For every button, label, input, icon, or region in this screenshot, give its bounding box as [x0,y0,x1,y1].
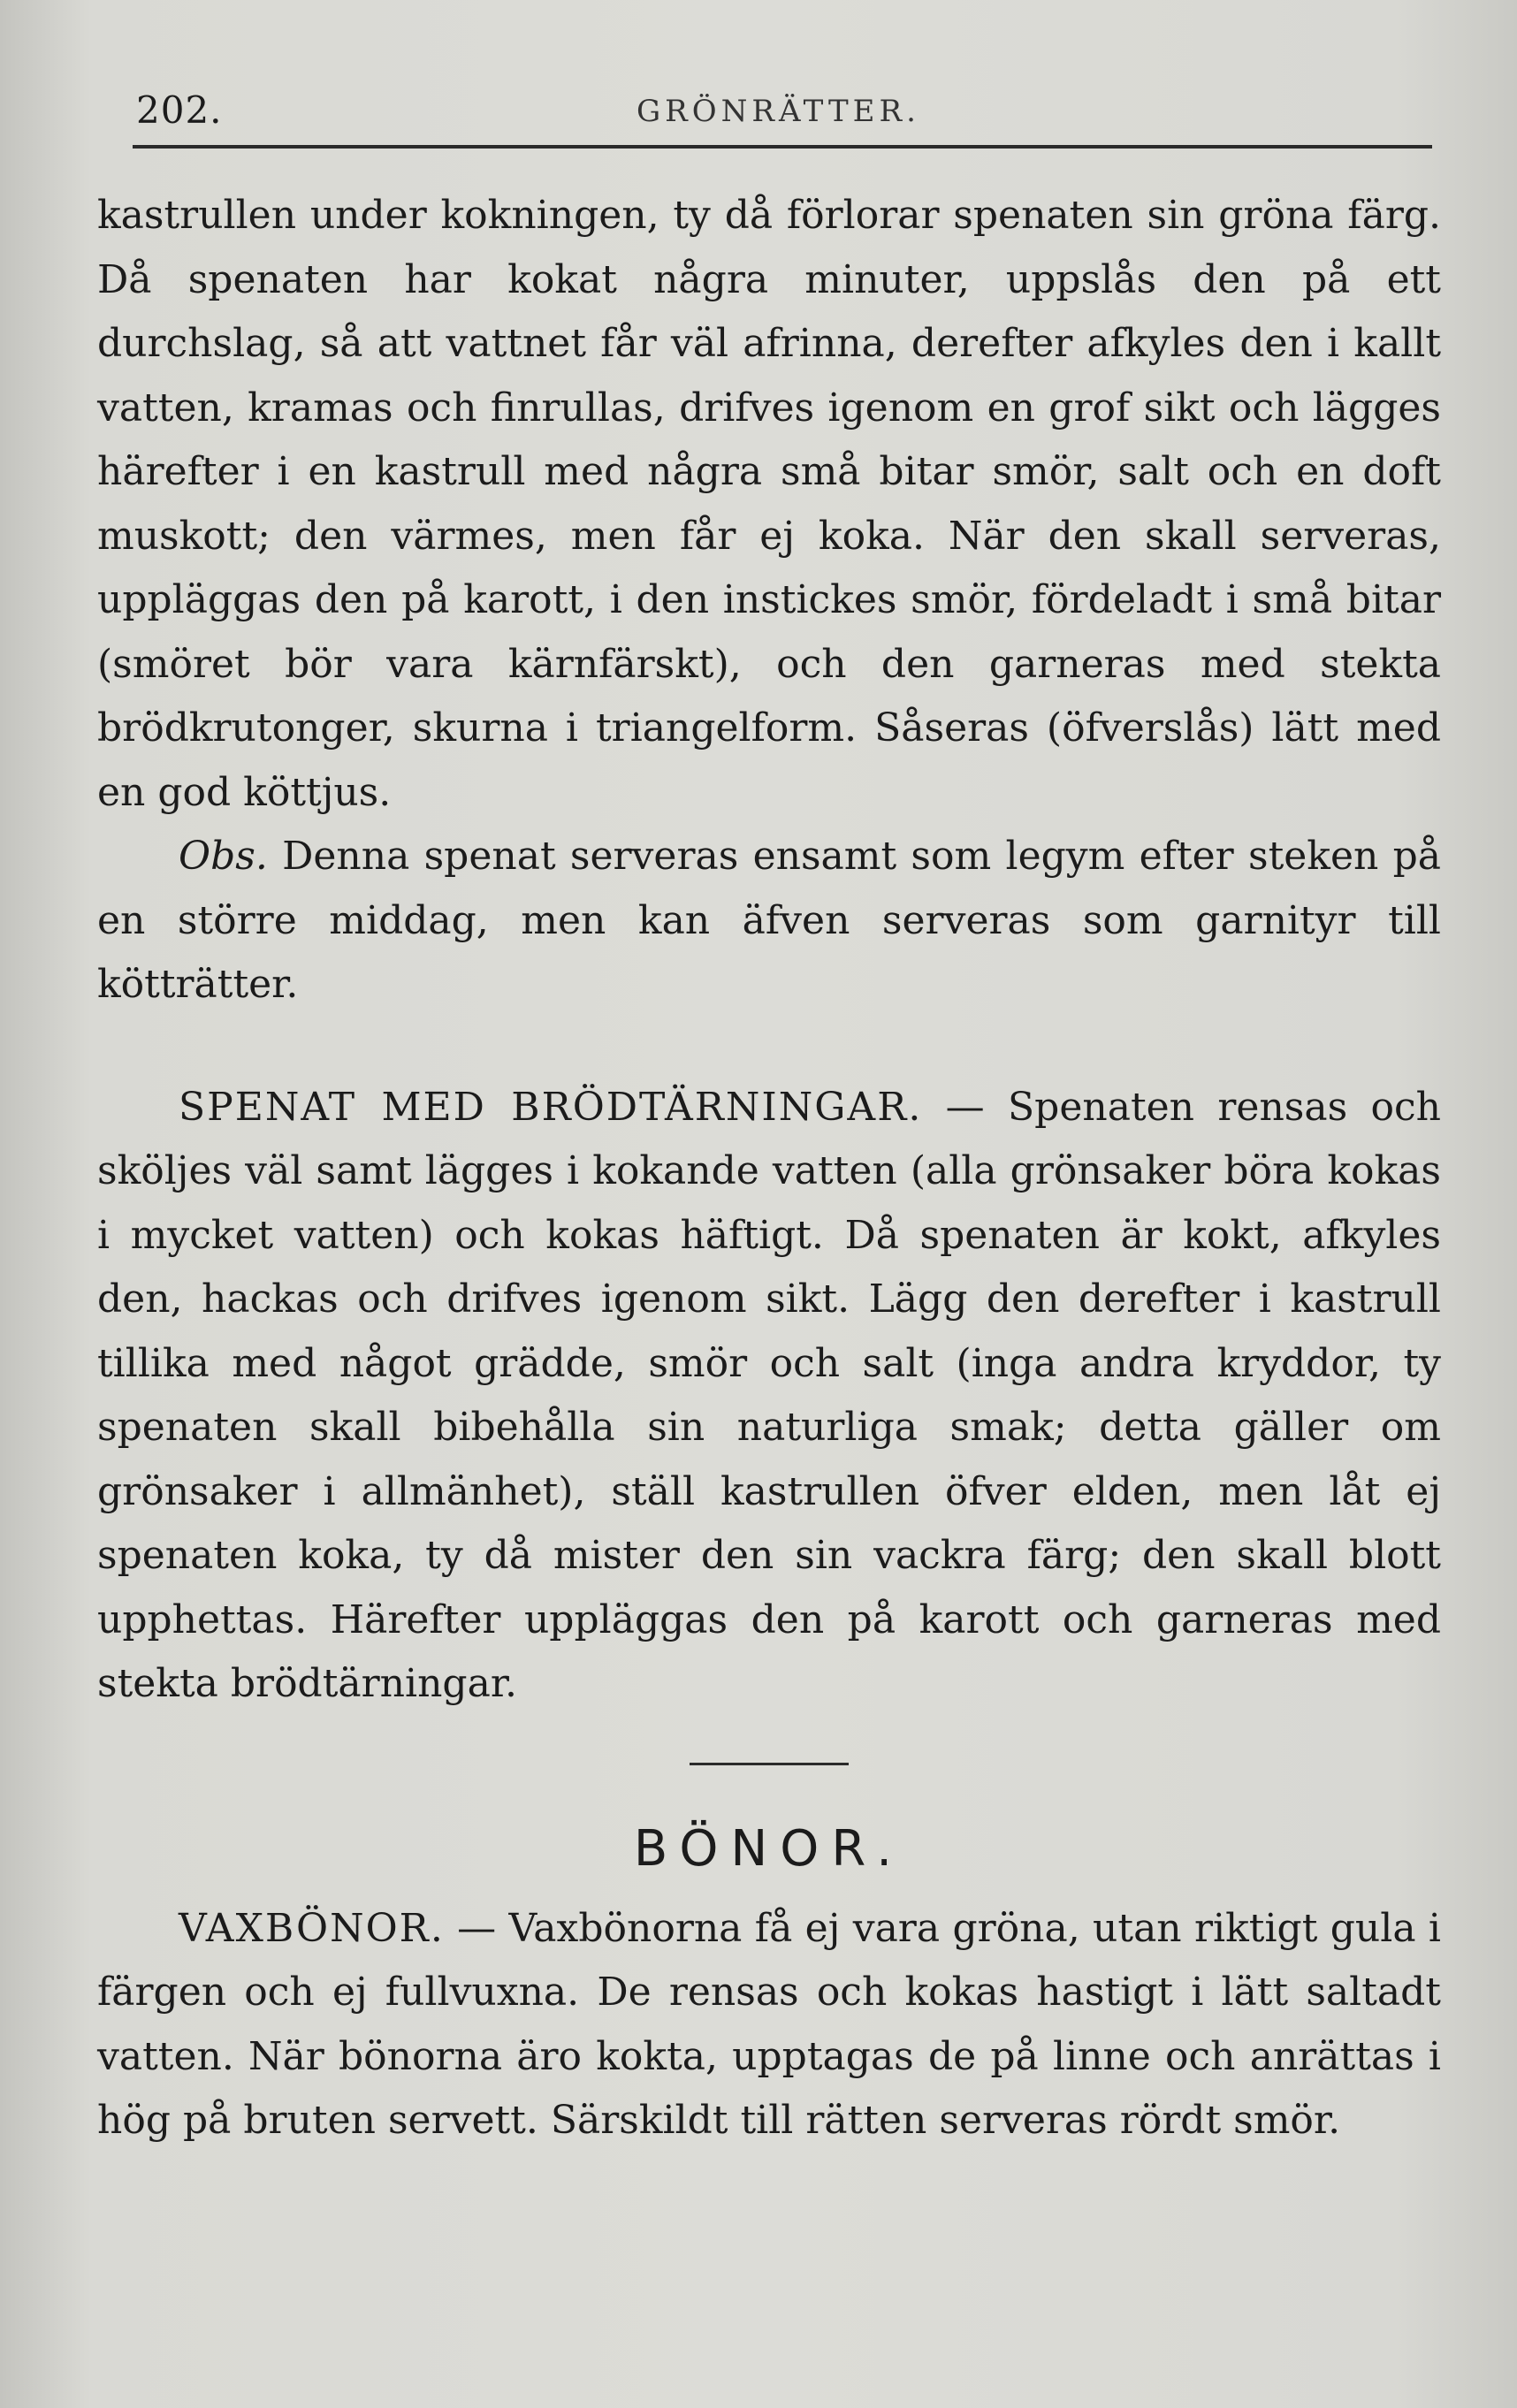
paragraph-vaxbonor [97,1897,1441,2153]
recipe-text-vaxbonor: — Vaxbönorna få ej vara gröna, utan riktigt gula i färgen och ej fullvuxna. De rensas och kokas hastigt i lätt saltadt vatten. När bönorna äro kokta, upptagas de på linne och anrättas i hög på bruten servett. Särskildt till rätten serveras rördt smör. [97,1905,1441,2143]
section-title: BÖNOR. [633,1819,905,1878]
paragraph-spenat-continued: kastrullen under kokningen, ty då förlorar spenaten sin gröna färg. Då spenaten har kokat några minuter, uppslås den på ett durchslag, så att vattnet får väl afrinna, derefter afkyles den i kallt vatten, kramas och finrullas, drifves igenom en grof sikt och lägges härefter i en kastrull med några små bitar smör, salt och en doft muskott; den värmes, men får ej koka. När den skall serveras, uppläggas den på karott, i den instickes smör, fördeladt i små bitar (smöret bör vara kärnfärskt), och den garneras med stekta brödkrutonger, skurna i triangelform. Såseras (öfverslås) lätt med en god köttjus. [97,193,1441,815]
page-body [97,184,1441,2153]
section-separator [690,1763,849,1765]
header-rule [133,145,1432,149]
recipe-text-spenat: — Spenaten rensas och sköljes väl samt lägges i kokande vatten (alla grönsaker böra kokas i mycket vatten) och kokas häftigt. Då spenaten är kokt, afkyles den, hackas och drifves igenom sikt. Lägg den derefter i kastrull tillika med något grädde, smör och salt (inga andra kryddor, ty spenaten skall bibehålla sin naturliga smak; detta gäller om grönsaker i allmänhet), ställ kastrullen öfver elden, men låt ej spenaten koka, ty då mister den sin vackra färg; den skall blott upphettas. Härefter uppläggas den på karott och garneras med stekta brödtärningar. [97,1084,1441,1706]
obs-text: Denna spenat serveras ensamt som legym efter steken på en större middag, men kan äfven serveras som garnityr till kötträtter. [97,834,1441,1007]
page-number: 202. [136,88,223,132]
recipe-title-vaxbonor: VAXBÖNOR. [179,1905,445,1951]
running-title: GRÖNRÄTTER. [637,94,920,129]
paragraph-spenat-med-brodtarningar [97,1076,1441,1717]
obs-label: Obs. [179,834,268,879]
paragraph-obs [97,825,1441,1017]
recipe-title-spenat: SPENAT MED BRÖDTÄRNINGAR. [179,1084,923,1130]
page-header [133,81,1432,143]
